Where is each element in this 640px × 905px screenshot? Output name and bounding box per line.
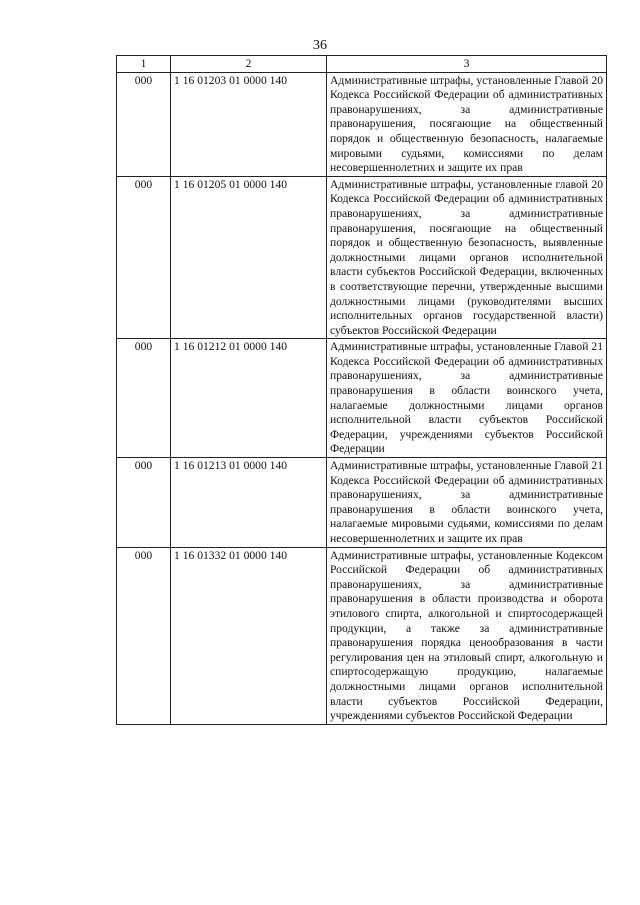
column-header-3: 3	[327, 56, 607, 73]
budget-codes-table	[116, 55, 607, 725]
kbk-code-cell: 1 16 01213 01 0000 140	[171, 458, 327, 548]
table-row	[117, 458, 607, 548]
kbk-code-cell: 1 16 01332 01 0000 140	[171, 547, 327, 724]
description-cell: Административные штрафы, установленные Главой 21 Кодекса Российской Федерации об административных правонарушениях, за административные правонарушения в области воинского учета, налагаемые должностными лицами органов исполнительной власти субъектов Российской Федерации, учреждениями субъектов Российской Федерации	[327, 339, 607, 458]
column-header-1: 1	[117, 56, 171, 73]
kbk-code-cell: 1 16 01212 01 0000 140	[171, 339, 327, 458]
admin-code-cell: 000	[117, 339, 171, 458]
column-header-2: 2	[171, 56, 327, 73]
admin-code-cell: 000	[117, 458, 171, 548]
kbk-code-cell: 1 16 01205 01 0000 140	[171, 176, 327, 339]
table-header-row	[117, 56, 607, 73]
description-cell: Административные штрафы, установленные Главой 21 Кодекса Российской Федерации об административных правонарушениях, за административные правонарушения в области воинского учета, налагаемые мировыми судьями, комиссиями по делам несовершеннолетних и защите их прав	[327, 458, 607, 548]
table-row	[117, 176, 607, 339]
table-row	[117, 547, 607, 724]
page-number: 36	[313, 38, 327, 53]
admin-code-cell: 000	[117, 547, 171, 724]
table-row	[117, 339, 607, 458]
admin-code-cell: 000	[117, 176, 171, 339]
admin-code-cell: 000	[117, 72, 171, 176]
description-cell: Административные штрафы, установленные Главой 20 Кодекса Российской Федерации об административных правонарушениях, за административные правонарушения, посягающие на общественный порядок и общественную безопасность, налагаемые мировыми судьями, комиссиями по делам несовершеннолетних и защите их прав	[327, 72, 607, 176]
table-row	[117, 72, 607, 176]
description-cell: Административные штрафы, установленные Кодексом Российской Федерации об административных правонарушениях, за административные правонарушения в области производства и оборота этилового спирта, алкогольной и спиртосодержащей продукции, а также за административные правонарушения порядка ценообразования в части регулирования цен на этиловый спирт, алкогольную и спиртосодержащую продукцию, налагаемые должностными лицами органов исполнительной власти субъектов Российской Федерации, учреждениями субъектов Российской Федерации	[327, 547, 607, 724]
description-cell: Административные штрафы, установленные главой 20 Кодекса Российской Федерации об административных правонарушениях, за административные правонарушения, посягающие на общественный порядок и общественную безопасность, выявленные должностными лицами органов исполнительной власти субъектов Российской Федерации, включенных в соответствующие перечни, утвержденные высшими должностными лицами (руководителями высших исполнительных органов государственной власти) субъектов Российской Федерации	[327, 176, 607, 339]
kbk-code-cell: 1 16 01203 01 0000 140	[171, 72, 327, 176]
